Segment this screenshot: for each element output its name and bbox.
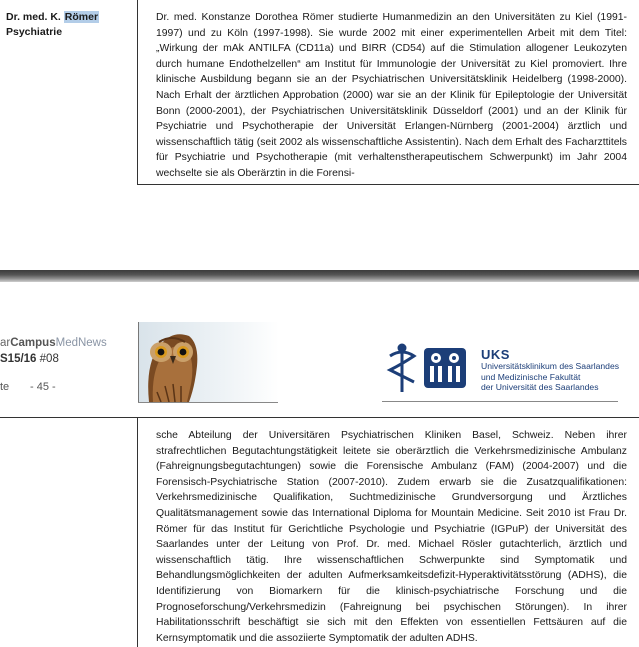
author-name-selected[interactable]: Römer [64,11,99,23]
author-bio: Dr. med. Konstanze Dorothea Römer studierte Humanmedizin an den Universitäten zu Kiel (1991-1997) und zu Köln (1997-1998). Sie wurde 2002 mit einer experimentellen Arbeit mit dem Titel: „Wirkung der mAk ANTILFA (CD11a) und BIRR (CD54) auf die Stimulation allogener Leukozyten durch humane Endothelzellen“ am Institut für Immunologie der Universität zu Kiel promoviert. Ihre klinische Ausbildung begann sie an der Psychiatrischen Universitätsklinik Heidelberg (1998-2000). Nach Erhalt der ärztlichen Approbation (2000) war sie an der Klinik für Epileptologie der Universität Bonn (2000-2001), der Psychiatrischen Universitätsklinik Düsseldorf (2001) und an der Klinik für Psychiatrie und Psychotherapie der Universität Erlangen-Nürnberg (2001-2004) ärztlich und wissenschaftlich tätig (seit 2002 als wissenschaftliche Assistentin). Nach dem Erhalt des Facharzttitels für Psychiatrie und Psychotherapie (mit verhaltenstherapeutischem Schwerpunkt) im Jahr 2004 wechselte sie als Oberärztin in die Forensi- [156,12,627,179]
author-specialty: Psychiatrie [6,26,63,38]
author-block [6,10,136,40]
author-bio-continued: sche Abteilung der Universitären Psychiatrischen Kliniken Basel, Schweiz. Neben ihrer strafrechtlichen Begutachtungstätigkeit leitete sie oberärztlich die Verkehrsmedizinische Ambulanz (Fahreignungsbegutachtungen) sowie die Forensische Ambulanz (FAM) (2004-2007) und die Forensisch-Psychiatrische Station (2007-2010). Zudem erwarb sie die Zusatzqualifikationen: Verkehrsmedizinische Qualifikation, Suchtmedizinische Grundversorgung und Ärztliches Qualitätsmanagement sowie das International Diploma for Mountain Medicine. Seit 2010 ist Frau Dr. Römer für das Institut für Gerichtliche Psychologie und Psychiatrie (IGPuP) der Universität des Saarlandes unter der Leitung von Prof. Dr. med. Michael Rösler gutachterlich, ärztlich und wissenschaftlich tätig. Ihre wissenschaftlichen Schwerpunkte sind Symptomatik und Behandlungsmöglichkeiten der adulten Aufmerksamkeitsdefizit-Hyperaktivitätsstörung (ADHS), die Identifizierung von Biomarkern für die klinisch-psychiatrische Forschung und die Prognoseforschung/Verkehrsmedizin (Fahreignung bei psychischen Störungen). In ihrer Habilitationsschrift beschäftigt sie sich mit den Effekten von essentiellen Fettsäuren auf die Kernsymptomatik und die assoziierte Symptomatik der adulten ADHS. [156,430,627,644]
header-underline-left [138,402,278,403]
uks-full-name: Universitätsklinikum des Saarlandes und Medizinische Fakultät der Universität des Saarlandes [481,361,620,392]
newsletter-brand: arCampusMedNews [0,337,107,349]
column-divider [137,0,138,184]
header-separator [0,417,639,418]
page-separator [0,270,639,282]
uks-logo [384,342,634,394]
section-divider [137,184,639,185]
page-number: te - 45 - [0,381,56,393]
document-page-bottom [0,282,639,647]
issue-number: S15/16 #08 [0,353,59,365]
uks-abbreviation: UKS [481,347,510,362]
uks-emblem-icon [384,342,480,394]
owl-photo [139,322,279,402]
author-name-prefix: Dr. med. K. [6,11,61,23]
header-underline-right [382,401,618,402]
column-divider-bottom [137,417,138,647]
document-page-top [0,0,639,270]
